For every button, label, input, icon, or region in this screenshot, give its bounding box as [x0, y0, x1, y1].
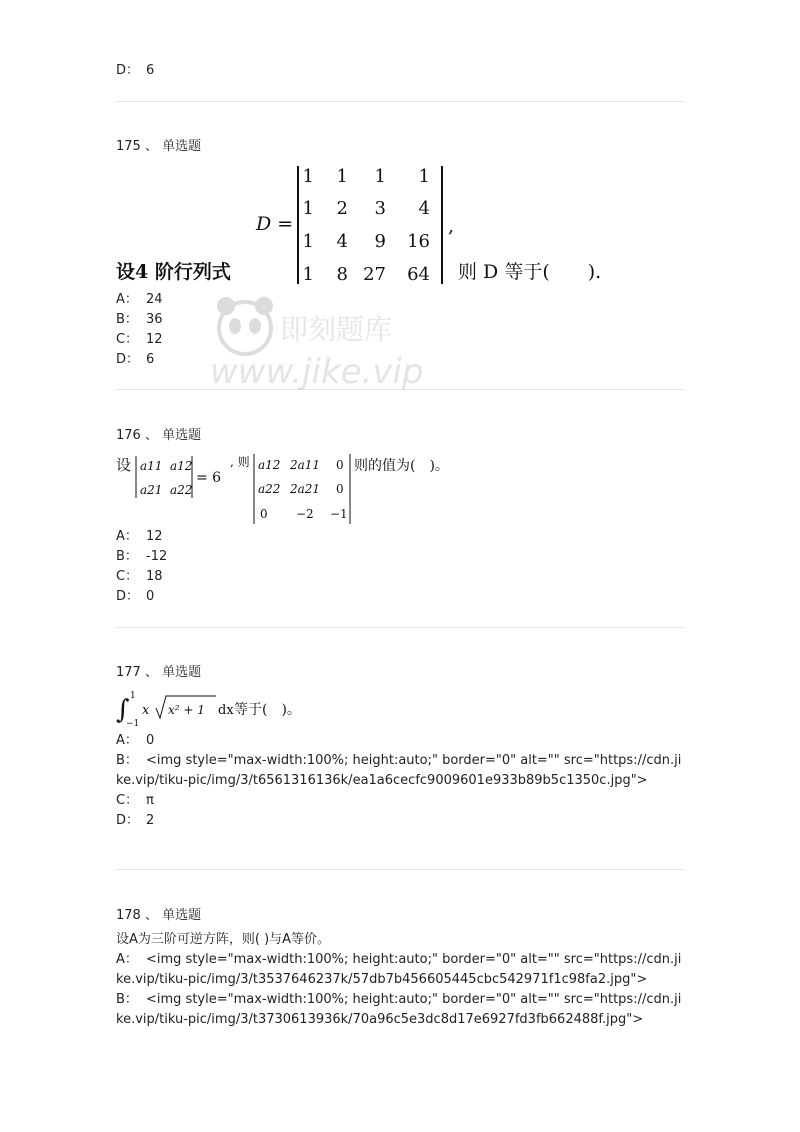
option-value: 12 [146, 529, 163, 544]
option-c[interactable] [116, 567, 684, 587]
q176-det2-cell: −1 [330, 507, 348, 521]
option-value: -12 [146, 549, 168, 564]
option-letter: B： [116, 312, 138, 327]
option-value: 2 [146, 813, 155, 828]
option-letter: B： [116, 753, 138, 768]
q175-stem-prefix: 设4 阶行列式 [116, 261, 231, 283]
q175-cell: 1 [418, 166, 430, 187]
q175-cell: 16 [407, 231, 430, 252]
q175-comma: , [448, 215, 455, 237]
q177-radicand: x² + 1 [168, 703, 205, 717]
option-letter: D： [116, 589, 140, 604]
option-value: 12 [146, 332, 163, 347]
q177-int-upper: 1 [130, 691, 136, 701]
q176-det2-cell: a22 [258, 482, 281, 496]
option-letter: C： [116, 793, 139, 808]
q175-stem-image [116, 160, 646, 288]
q176-det1-cell: a22 [170, 483, 193, 497]
option-b[interactable] [116, 990, 684, 1030]
q175-options [116, 290, 684, 370]
option-letter: D： [116, 352, 140, 367]
divider [116, 101, 684, 102]
option-b[interactable] [116, 751, 684, 791]
q176-det2-cell: 0 [336, 458, 344, 472]
option-a[interactable] [116, 527, 684, 547]
q176-det1-cell: a21 [140, 483, 163, 497]
q176-det1-cell: a12 [170, 459, 193, 473]
q176-eq: = 6 [196, 470, 222, 486]
q176-det2-cell: −2 [296, 507, 314, 521]
q175-cell: 1 [302, 231, 314, 252]
option-value: <img style="max-width:100%; height:auto;" border="0" alt="" src="https://cdn.jike.vip/tiku-pic/img/3/t6561316136k/ea1a6cecfc9009601e933b89b5c1350c.jpg"> [116, 753, 682, 788]
option-a[interactable] [116, 731, 684, 751]
option-a[interactable] [116, 290, 684, 310]
option-letter: C： [116, 569, 139, 584]
q176-suffix: 则的值为( )。 [354, 458, 449, 474]
option-letter: D： [116, 813, 140, 828]
question-175-header: 175 、 单选题 [116, 139, 202, 154]
q175-cell: 4 [418, 198, 430, 219]
q175-cell: 1 [374, 166, 386, 187]
q175-cell: 1 [302, 166, 314, 187]
option-d[interactable] [116, 811, 684, 831]
option-b[interactable] [116, 310, 684, 330]
option-value: 6 [146, 352, 155, 367]
q176-det2-cell: 0 [260, 507, 268, 521]
q175-cell: 8 [336, 264, 348, 285]
q175-cell: 3 [374, 198, 386, 219]
q175-stem-suffix: 则 D 等于( ). [458, 261, 602, 283]
q175-cell: 1 [302, 264, 314, 285]
q176-det2-cell: 0 [336, 482, 344, 496]
option-b[interactable] [116, 547, 684, 567]
option-value: 0 [146, 589, 155, 604]
option-d[interactable] [116, 350, 684, 370]
q176-stem-image [116, 452, 476, 526]
q178-stem: 设A为三阶可逆方阵，则( )与A等价。 [116, 932, 331, 947]
q175-cell: 9 [374, 231, 386, 252]
q177-dx: dx [218, 703, 234, 718]
integral-sign-icon: ∫ [116, 695, 130, 725]
option-letter: A： [116, 292, 138, 307]
q176-stem-she: 设 [116, 456, 132, 474]
q176-det1-cell: a11 [140, 459, 163, 473]
watermark-cn: 即刻题库 [280, 313, 393, 346]
q177-options [116, 731, 684, 831]
option-c[interactable] [116, 791, 684, 811]
q175-cell: 1 [302, 198, 314, 219]
option-letter: C： [116, 332, 139, 347]
q176-options [116, 527, 684, 607]
option-value: 6 [146, 63, 155, 78]
option-c[interactable] [116, 330, 684, 350]
prev-option-d [116, 61, 684, 81]
q177-integrand: x [142, 703, 150, 718]
q177-stem-image [116, 688, 356, 728]
q176-det2-cell: 2a21 [290, 482, 321, 496]
option-value: <img style="max-width:100%; height:auto;" border="0" alt="" src="https://cdn.jike.vip/tiku-pic/img/3/t3730613936k/70a96c5e3dc8d17e6927fd3fb662488f.jpg"> [116, 992, 682, 1027]
option-value: 36 [146, 312, 163, 327]
question-176-header: 176 、 单选题 [116, 428, 202, 443]
option-value: 18 [146, 569, 163, 584]
option-value: π [146, 793, 154, 808]
question-177-header: 177 、 单选题 [116, 665, 202, 680]
option-value: 0 [146, 733, 155, 748]
option-a[interactable] [116, 950, 684, 990]
option-value: 24 [146, 292, 163, 307]
divider [116, 389, 684, 390]
q176-det2-cell: a12 [258, 458, 281, 472]
option-d[interactable] [116, 587, 684, 607]
option-letter: A： [116, 733, 138, 748]
option-letter: D： [116, 63, 140, 78]
q175-cell: 27 [363, 264, 386, 285]
q178-body [116, 930, 684, 1030]
divider [116, 627, 684, 628]
q177-suffix: 等于( )。 [234, 702, 301, 718]
q175-cell: 1 [336, 166, 348, 187]
option-value: <img style="max-width:100%; height:auto;" border="0" alt="" src="https://cdn.jike.vip/tiku-pic/img/3/t3537646237k/57db7b456605445cbc542971f1c98fa2.jpg"> [116, 952, 682, 987]
q175-cell: 64 [407, 264, 430, 285]
watermark-url: www.jike.vip [210, 352, 424, 392]
question-178-header: 178 、 单选题 [116, 908, 202, 923]
option-letter: B： [116, 992, 138, 1007]
q177-int-lower: −1 [126, 719, 140, 728]
q176-det2-cell: 2a11 [290, 458, 321, 472]
option-letter: A： [116, 529, 138, 544]
option-letter: B： [116, 549, 138, 564]
option-letter: A： [116, 952, 138, 967]
q175-det-label: D = [256, 213, 294, 235]
q175-cell: 2 [336, 198, 348, 219]
q176-ze: , 则 [230, 455, 250, 469]
divider [116, 869, 684, 870]
q175-cell: 4 [336, 231, 348, 252]
